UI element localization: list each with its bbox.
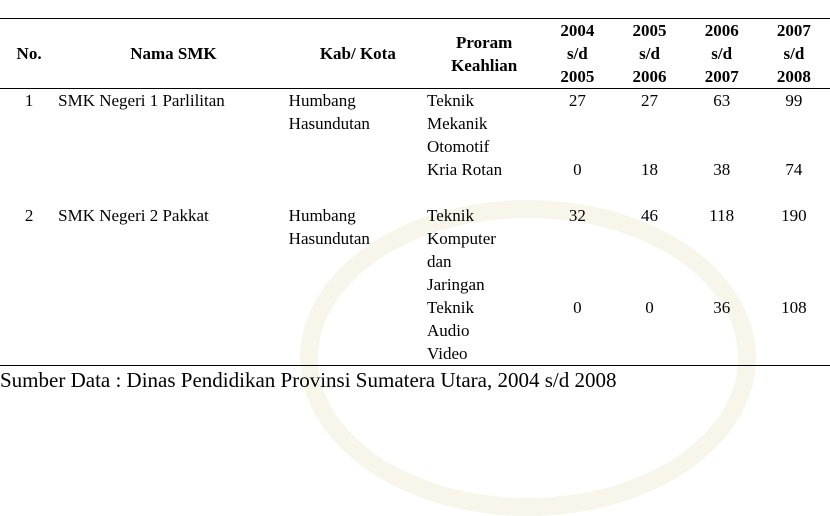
row-number: 1 (24, 91, 34, 110)
header-text: 2006 (704, 21, 739, 40)
value-2004-2005: 0 (573, 160, 582, 179)
header-kab-kota: Kab/ Kota (289, 19, 427, 89)
header-2006-2007 (686, 19, 758, 89)
value-2005-2006: 27 (641, 91, 659, 110)
smk-table (0, 18, 830, 366)
value-2006-2007: 36 (686, 296, 758, 366)
kabupaten-line: Hasundutan (288, 229, 370, 248)
program-line: Komputer (427, 229, 496, 248)
school-name: SMK Negeri 2 Pakkat (58, 206, 209, 225)
header-2007-2008 (758, 19, 830, 89)
value-2004-2005: 32 (568, 206, 586, 225)
value-2006-2007: 63 (713, 91, 731, 110)
value-2007-2008: 99 (785, 91, 803, 110)
header-text: s/d (783, 44, 805, 63)
header-2005-2006 (613, 19, 685, 89)
kabupaten (289, 204, 427, 296)
source-note: Sumber Data : Dinas Pendidikan Provinsi Sumatera Utara, 2004 s/d 2008 (0, 368, 617, 392)
program-name: Kria Rotan (427, 160, 503, 179)
value-2005-2006: 0 (613, 296, 685, 366)
table-header-row (0, 19, 830, 89)
program-line: Jaringan (427, 275, 485, 294)
program-line: Mekanik (427, 114, 488, 133)
value-2007-2008: 190 (781, 206, 807, 225)
header-text: 2004 (560, 21, 595, 40)
value-2004-2005: 0 (541, 296, 613, 366)
value-2006-2007: 38 (713, 160, 731, 179)
table-row (0, 296, 830, 366)
program-line: Video (427, 344, 468, 363)
kabupaten-line: Humbang (288, 91, 356, 110)
value-2007-2008: 108 (758, 296, 830, 366)
header-program-keahlian (427, 19, 541, 89)
header-no: No. (0, 19, 58, 89)
program-name (427, 296, 541, 366)
kabupaten-line: Humbang (288, 206, 356, 225)
table-row (0, 89, 830, 159)
header-text: 2007 (776, 21, 811, 40)
row-number: 2 (24, 206, 34, 225)
program-line: dan (427, 252, 452, 271)
value-2006-2007: 118 (709, 206, 735, 225)
header-text: s/d (566, 44, 588, 63)
header-text: s/d (711, 44, 733, 63)
header-nama-smk: Nama SMK (58, 19, 289, 89)
program-line: Teknik (427, 298, 474, 317)
header-text: 2005 (560, 67, 595, 86)
table-row (0, 158, 830, 181)
header-text: Proram (455, 32, 513, 52)
kabupaten (289, 89, 427, 159)
value-2005-2006: 18 (641, 160, 659, 179)
value-2007-2008: 74 (785, 160, 803, 179)
header-text: s/d (639, 44, 660, 63)
program-name (427, 89, 541, 159)
school-name: SMK Negeri 1 Parlilitan (58, 91, 225, 110)
kabupaten-line: Hasundutan (288, 114, 370, 133)
value-2005-2006: 46 (641, 206, 659, 225)
program-line: Teknik (427, 206, 474, 225)
table-row (0, 204, 830, 296)
value-2004-2005: 27 (568, 91, 586, 110)
header-text: Keahlian (451, 55, 518, 75)
header-text: 2005 (632, 21, 667, 40)
header-text: 2007 (704, 67, 739, 86)
header-text: 2008 (776, 67, 811, 86)
program-line: Otomotif (427, 137, 490, 156)
program-name (427, 204, 541, 296)
program-line: Audio (427, 321, 470, 340)
header-2004-2005 (541, 19, 613, 89)
program-line: Teknik (427, 91, 474, 110)
header-text: 2006 (632, 67, 667, 86)
